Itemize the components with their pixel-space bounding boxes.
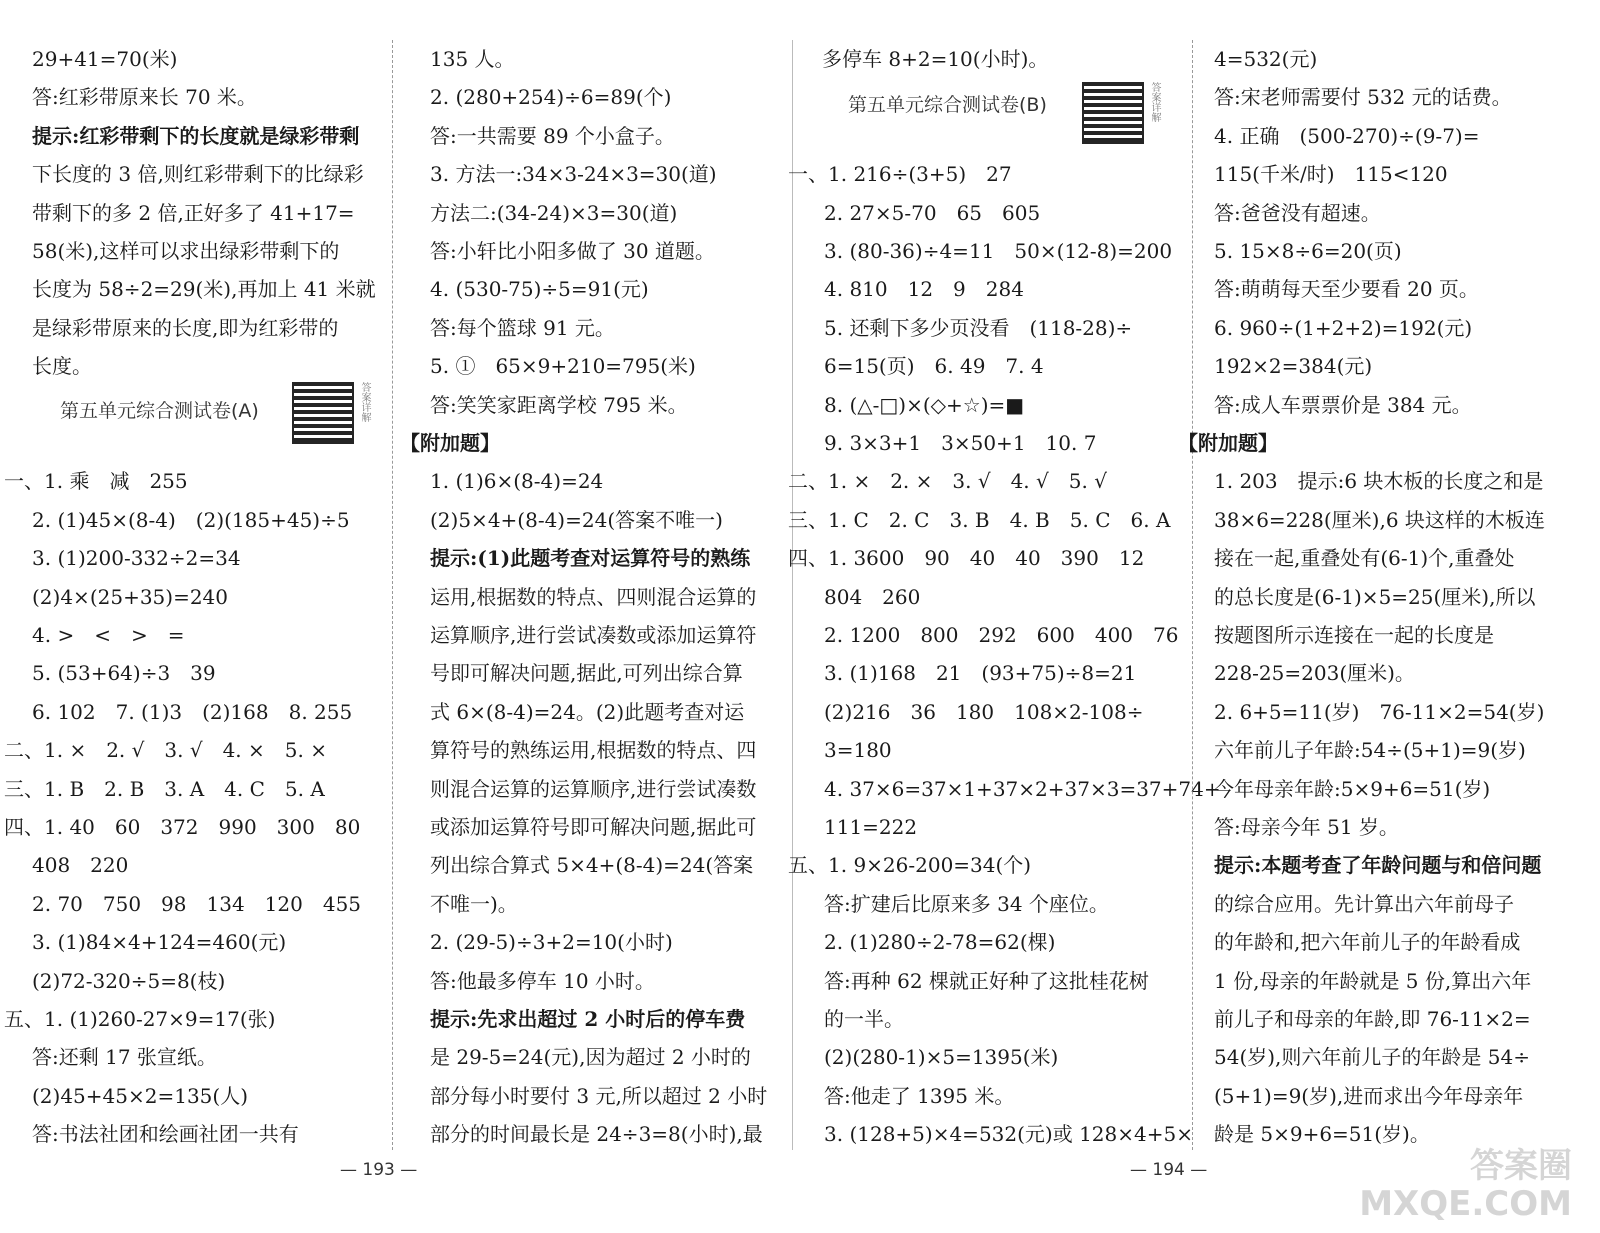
answer-line: 9. 3×3+1 3×50+1 10. 7 [824,431,1097,455]
answer-line: 答:书法社团和绘画社团一共有 [32,1122,299,1147]
answer-line: 答:母亲今年 51 岁。 [1214,815,1399,839]
answer-line: 135 人。 [430,47,515,71]
answer-line: 3. (128+5)×4=532(元)或 128×4+5× [824,1122,1193,1147]
answer-line: 2. (29-5)÷3+2=10(小时) [430,930,673,955]
answer-line: 则混合运算的运算顺序,进行尝试凑数 [430,776,757,801]
answer-line: 答:再种 62 棵就正好种了这批桂花树 [824,968,1149,993]
answer-line: (2)72-320÷5=8(枝) [32,968,226,993]
answer-line: 接在一起,重叠处有(6-1)个,重叠处 [1214,546,1515,571]
answer-line: (2)216 36 180 108×2-108÷ [824,699,1144,724]
page-number: — 194 — [1130,1160,1208,1180]
answer-line: 是绿彩带原来的长度,即为红彩带的 [32,315,339,340]
answer-line: 6=15(页) 6. 49 7. 4 [824,354,1044,379]
answer-line: 一、1. 乘 减 255 [4,469,188,494]
answer-line: 的年龄和,把六年前儿子的年龄看成 [1214,930,1521,955]
answer-line: 1 份,母亲的年龄就是 5 份,算出六年 [1214,968,1532,993]
answer-line: 龄是 5×9+6=51(岁)。 [1214,1122,1430,1147]
answer-line: (2)5×4+(8-4)=24(答案不唯一) [430,507,723,532]
answer-line: 一、1. 216÷(3+5) 27 [788,162,1012,187]
answer-line: 二、1. × 2. × 3. √ 4. √ 5. √ [788,469,1107,494]
answer-line: 部分每小时要付 3 元,所以超过 2 小时 [430,1083,768,1108]
qr-caption: 答案详解 [359,381,370,422]
section-title: 第五单元综合测试卷(A) [60,399,259,422]
answer-line: 2. 70 750 98 134 120 455 [32,891,362,916]
answer-line: 运用,根据数的特点、四则混合运算的 [430,584,757,609]
page-gutter [792,40,793,1150]
answer-line: 六年前儿子年龄:54÷(5+1)=9(岁) [1214,738,1526,763]
answer-line: 3. (80-36)÷4=11 50×(12-8)=200 [824,239,1173,263]
answer-line: 5. ① 65×9+210=795(米) [430,354,696,379]
answer-line: 前儿子和母亲的年龄,即 76-11×2= [1214,1007,1531,1031]
answer-line: 的综合应用。先计算出六年前母子 [1214,891,1514,916]
page-193-column-1 [0,0,385,1160]
answer-line: 今年母亲年龄:5×9+6=51(岁) [1214,776,1491,801]
answer-line: 答:他最多停车 10 小时。 [430,968,655,993]
answer-line: (2)4×(25+35)=240 [32,584,229,609]
answer-line: 方法二:(34-24)×3=30(道) [430,200,678,225]
answer-line: 答:红彩带原来长 70 米。 [32,85,257,110]
answer-line: 5. 15×8÷6=20(页) [1214,239,1402,263]
answer-line: (5+1)=9(岁),进而求出今年母亲年 [1214,1083,1524,1108]
answer-line: 4=532(元) [1214,47,1318,71]
answer-line: 3=180 [824,738,892,763]
answer-line: 提示:红彩带剩下的长度就是绿彩带剩 [32,123,360,148]
answer-line: 提示:(1)此题考查对运算符号的熟练 [430,546,751,571]
answer-line: 的总长度是(6-1)×5=25(厘米),所以 [1214,584,1536,609]
answer-line: 4. (530-75)÷5=91(元) [430,277,649,302]
answer-line: 【附加题】 [1178,431,1278,455]
answer-line: 2. 1200 800 292 600 400 76 [824,623,1179,647]
answer-line: 长度。 [32,354,92,379]
answer-line: 5. 还剩下多少页没看 (118-28)÷ [824,315,1133,340]
answer-line: 五、1. 9×26-200=34(个) [788,853,1032,878]
answer-line: 58(米),这样可以求出绿彩带剩下的 [32,239,340,263]
answer-line: 四、1. 40 60 372 990 300 80 [4,815,361,839]
answer-line: 3. (1)200-332÷2=34 [32,546,241,571]
answer-line: 3. 方法一:34×3-24×3=30(道) [430,162,717,187]
answer-line: 192×2=384(元) [1214,354,1373,379]
answer-line: 是 29-5=24(元),因为超过 2 小时的 [430,1045,751,1070]
answer-line: 2. (1)280÷2-78=62(棵) [824,930,1056,955]
answer-line: 号即可解决问题,据此,可列出综合算 [430,661,743,686]
column-divider [392,40,393,1150]
answer-line: 的一半。 [824,1007,904,1031]
answer-line: 【附加题】 [400,431,500,455]
qr-code-icon [292,382,354,444]
page-194-column-2 [1178,0,1585,1160]
answer-line: 111=222 [824,815,918,839]
section-title: 第五单元综合测试卷(B) [848,94,1047,117]
page-194 [788,0,1600,1233]
qr-caption: 答案详解 [1149,82,1160,123]
answer-line: 2. (280+254)÷6=89(个) [430,85,672,110]
answer-line: 二、1. × 2. √ 3. √ 4. × 5. × [4,738,327,763]
page-number: — 193 — [340,1160,418,1180]
qr-code-icon [1082,82,1144,144]
answer-line: 答:萌萌每天至少要看 20 页。 [1214,277,1479,302]
answer-line: 4. > < > = [32,623,185,647]
answer-line: 答:还剩 17 张宣纸。 [32,1045,217,1070]
answer-line: 下长度的 3 倍,则红彩带剩下的比绿彩 [32,162,364,187]
answer-line: 四、1. 3600 90 40 40 390 12 [788,546,1145,571]
answer-line: 按题图所示连接在一起的长度是 [1214,623,1494,647]
answer-line: 提示:先求出超过 2 小时后的停车费 [430,1007,746,1031]
answer-line: 228-25=203(厘米)。 [1214,661,1415,686]
answer-line: 答:宋老师需要付 532 元的话费。 [1214,85,1512,110]
answer-line: 2. 6+5=11(岁) 76-11×2=54(岁) [1214,699,1545,724]
answer-line: 3. (1)84×4+124=460(元) [32,930,287,955]
answer-line: 答:爸爸没有超速。 [1214,200,1381,225]
answer-line: 三、1. B 2. B 3. A 4. C 5. A [4,776,325,801]
answer-line: 带剩下的多 2 倍,正好多了 41+17= [32,200,355,225]
answer-line: 1. 203 提示:6 块木板的长度之和是 [1214,469,1544,494]
answer-line: 115(千米/时) 115<120 [1214,162,1448,187]
answer-line: 答:小轩比小阳多做了 30 道题。 [430,239,715,263]
answer-line: 式 6×(8-4)=24。(2)此题考查对运 [430,699,745,724]
answer-line: 8. (△-□)×(◇+☆)=■ [824,392,1025,417]
answer-line: 54(岁),则六年前儿子的年龄是 54÷ [1214,1045,1530,1070]
answer-line: 答:成人车票票价是 384 元。 [1214,392,1472,417]
answer-line: (2)45+45×2=135(人) [32,1083,249,1108]
answer-line: 29+41=70(米) [32,47,178,71]
page-194-column-1 [788,0,1221,1160]
answer-line: 4. 810 12 9 284 [824,277,1024,302]
answer-line: 2. 27×5-70 65 605 [824,200,1041,225]
answer-line: 6. 102 7. (1)3 (2)168 8. 255 [32,699,353,724]
answer-line: 408 220 [32,853,129,878]
answer-line: (2)(280-1)×5=1395(米) [824,1045,1059,1070]
answer-line: 或添加运算符号即可解决问题,据此可 [430,815,757,839]
answer-line: 算符号的熟练运用,根据数的特点、四 [430,738,757,763]
answer-line: 1. (1)6×(8-4)=24 [430,469,604,494]
answer-line: 5. (53+64)÷3 39 [32,661,216,686]
answer-line: 运算顺序,进行尝试凑数或添加运算符 [430,623,757,647]
page-193-column-2 [400,0,785,1160]
answer-line: 答:笑笑家距离学校 795 米。 [430,392,688,417]
answer-line: 多停车 8+2=10(小时)。 [822,47,1049,71]
answer-line: 列出综合算式 5×4+(8-4)=24(答案 [430,853,754,878]
answer-line: 答:他走了 1395 米。 [824,1083,1015,1108]
answer-line: 五、1. (1)260-27×9=17(张) [4,1007,276,1031]
answer-line: 不唯一)。 [430,891,518,916]
answer-line: 4. 37×6=37×1+37×2+37×3=37+74+ [824,776,1221,801]
answer-line: 4. 正确 (500-270)÷(9-7)= [1214,123,1480,148]
answer-line: 提示:本题考查了年龄问题与和倍问题 [1214,853,1542,878]
answer-line: 答:一共需要 89 个小盒子。 [430,123,675,148]
answer-line: 答:每个篮球 91 元。 [430,315,615,340]
answer-line: 答:扩建后比原来多 34 个座位。 [824,891,1109,916]
answer-line: 38×6=228(厘米),6 块这样的木板连 [1214,507,1545,532]
answer-line: 部分的时间最长是 24÷3=8(小时),最 [430,1122,763,1147]
answer-line: 6. 960÷(1+2+2)=192(元) [1214,315,1473,340]
answer-line: 804 260 [824,584,921,609]
answer-line: 2. (1)45×(8-4) (2)(185+45)÷5 [32,507,350,532]
answer-line: 长度为 58÷2=29(米),再加上 41 米就 [32,277,376,302]
answer-line: 三、1. C 2. C 3. B 4. B 5. C 6. A [788,507,1171,532]
column-divider [1192,40,1193,1150]
watermark-logo: 答案圈 MXQE.COM [1359,1146,1572,1224]
answer-line: 3. (1)168 21 (93+75)÷8=21 [824,661,1137,686]
